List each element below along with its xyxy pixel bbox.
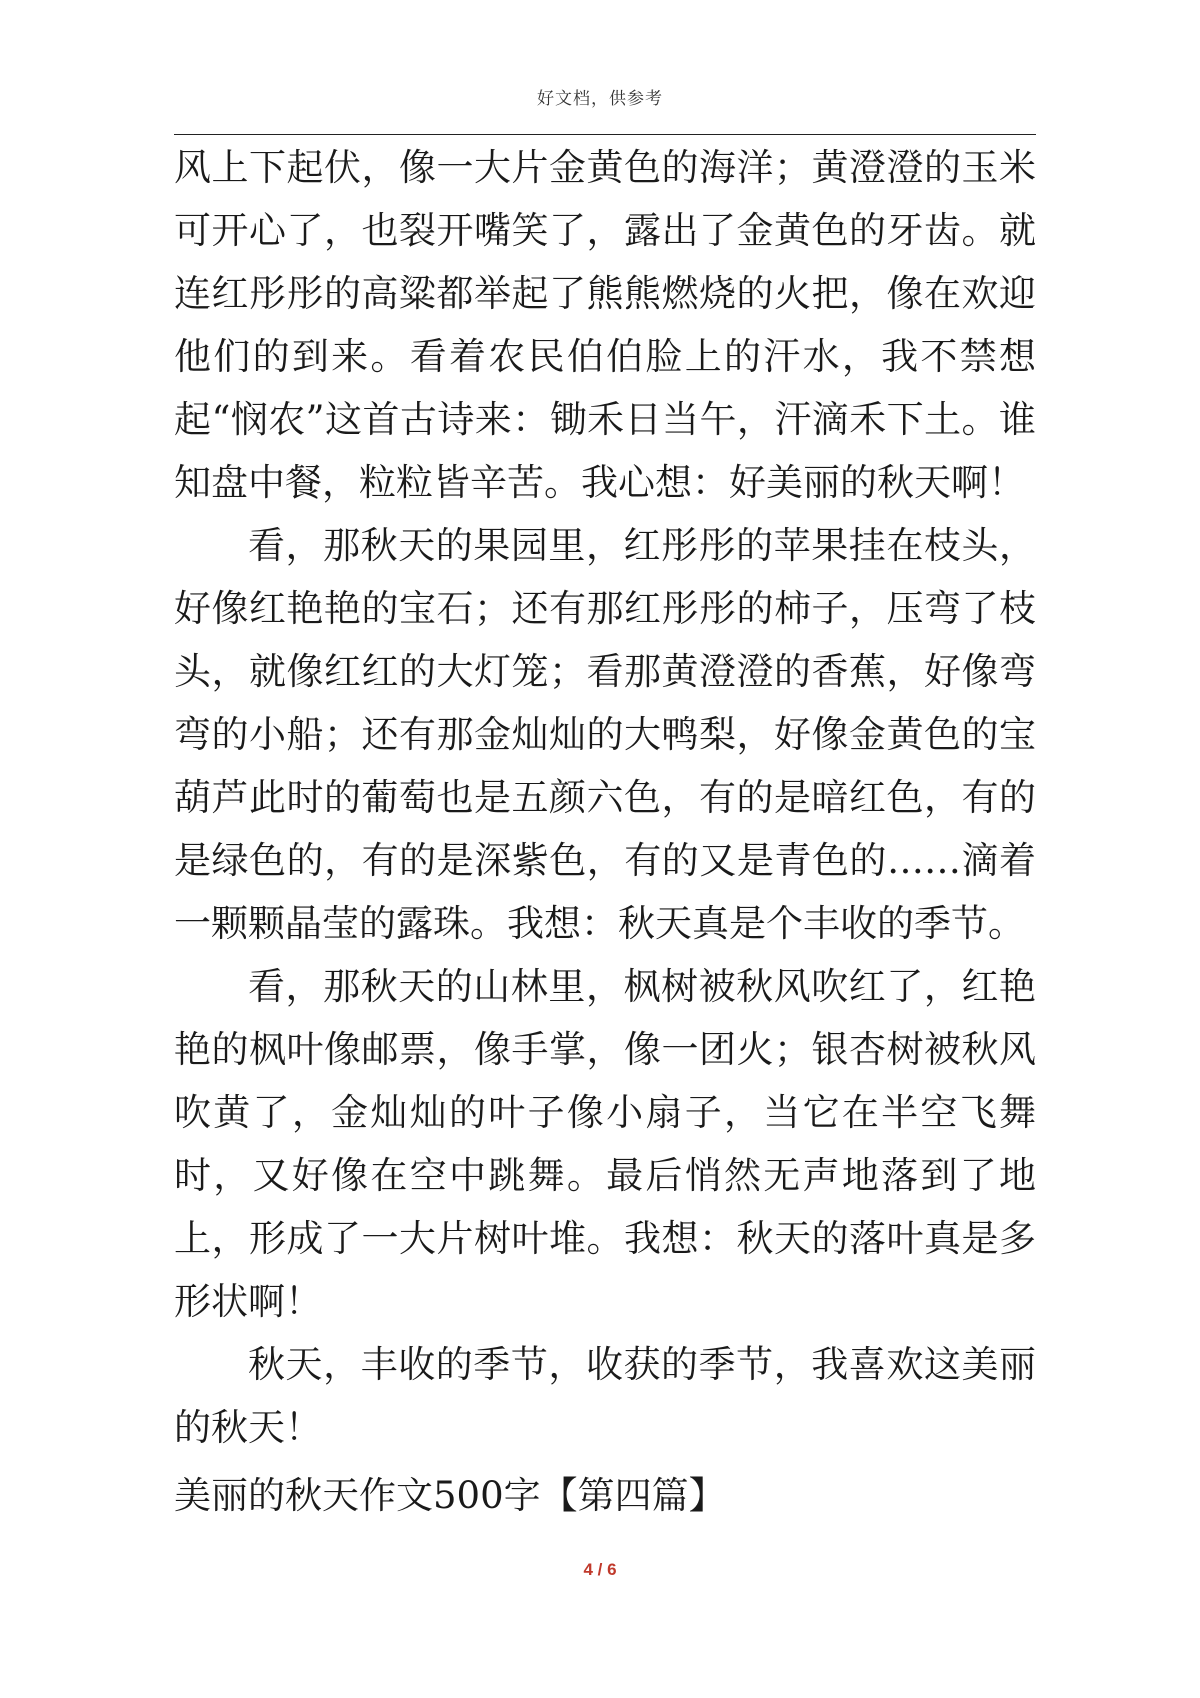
page-header: 好文档，供参考 [537,89,663,109]
document-body [174,136,1036,1459]
paragraph-2: 看，那秋天的果园里，红彤彤的苹果挂在枝头，好像红艳艳的宝石；还有那红彤彤的柿子，压弯了枝头，就像红红的大灯笼；看那黄澄澄的香蕉，好像弯弯的小船；还有那金灿灿的大鸭梨，好像金黄色的宝葫芦此时的葡萄也是五颜六色，有的是暗红色，有的是绿色的，有的是深紫色，有的又是青色的……滴着一颗颗晶莹的露珠。我想：秋天真是个丰收的季节。 [174,524,1036,945]
page-number: 4 / 6 [583,1560,617,1579]
paragraph-4: 秋天，丰收的季节，收获的季节，我喜欢这美丽的秋天！ [174,1343,1036,1449]
section-heading: 美丽的秋天作文500字【第四篇】 [174,1474,726,1517]
paragraph-3: 看，那秋天的山林里，枫树被秋风吹红了，红艳艳的枫叶像邮票，像手掌，像一团火；银杏树被秋风吹黄了，金灿灿的叶子像小扇子，当它在半空飞舞时，又好像在空中跳舞。最后悄然无声地落到了地上，形成了一大片树叶堆。我想：秋天的落叶真是多形状啊！ [174,965,1036,1323]
header-divider [174,134,1036,135]
paragraph-1: 风上下起伏，像一大片金黄色的海洋；黄澄澄的玉米可开心了，也裂开嘴笑了，露出了金黄色的牙齿。就连红彤彤的高粱都举起了熊熊燃烧的火把，像在欢迎他们的到来。看着农民伯伯脸上的汗水，我不禁想起“悯农”这首古诗来：锄禾日当午，汗滴禾下土。谁知盘中餐，粒粒皆辛苦。我心想：好美丽的秋天啊！ [174,146,1036,504]
